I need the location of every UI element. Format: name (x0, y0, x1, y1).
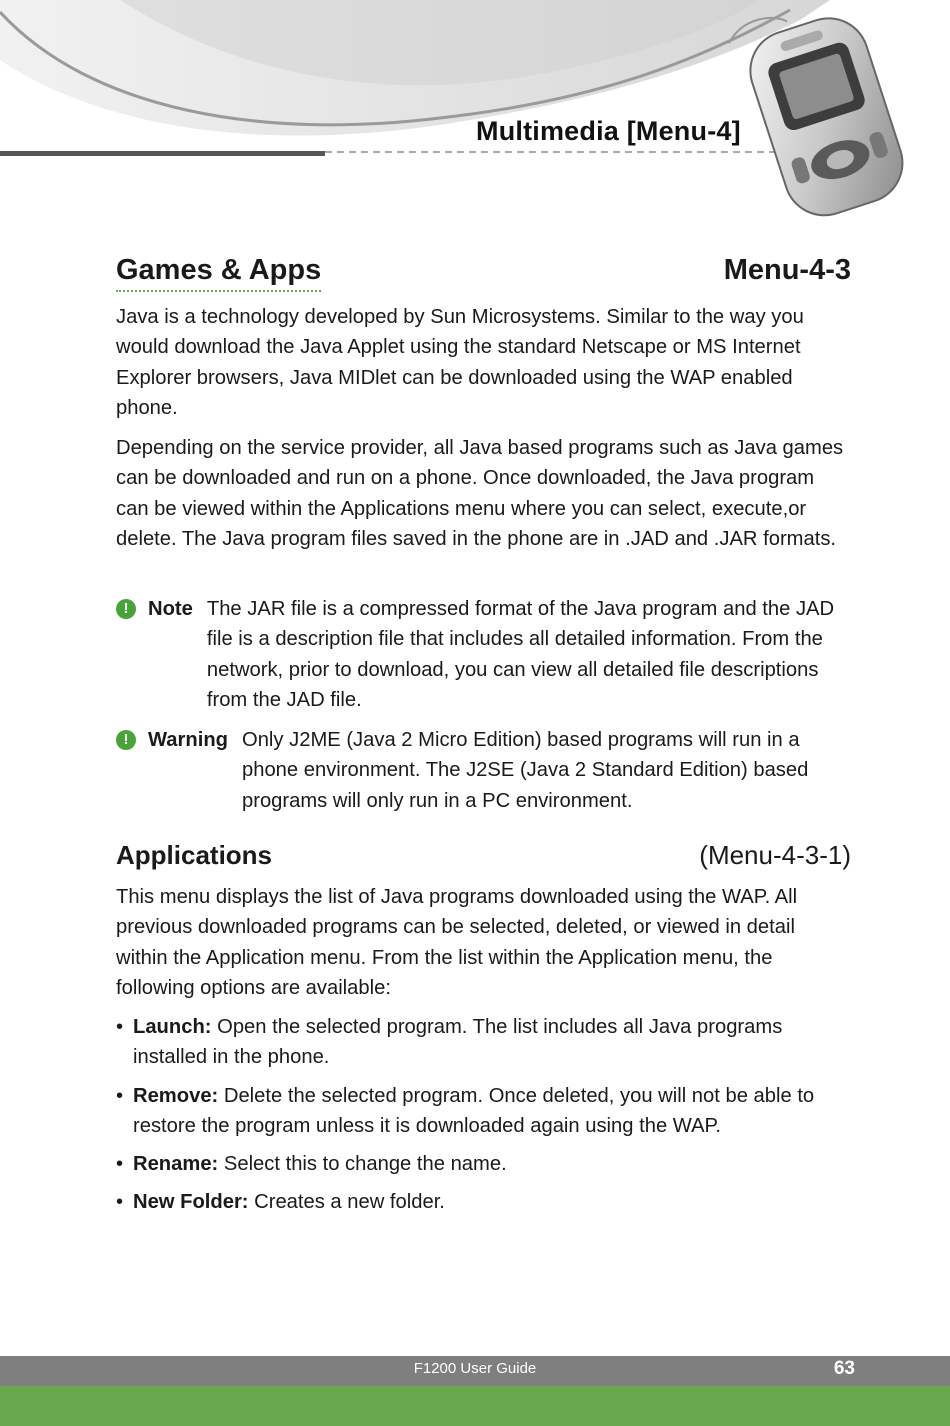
footer-guide-title: F1200 User Guide (413, 1360, 537, 1377)
option-term: New Folder: (133, 1191, 249, 1214)
paragraph-text: Depending on the service provider, all Java based programs such as Java games can be downloaded and run on a phone. Once downloaded, the Java program can be viewed within the Applications menu where you can select, execute,or delete. The Java program files saved in the phone are in .JAD and .JAR formats. (116, 437, 844, 550)
warning-text: Only J2ME (Java 2 Micro Edition) based programs will run in a phone environment. The J2SE (Java 2 Standard Edition) based programs will only run in a PC environment. (242, 729, 809, 812)
header-rule (0, 151, 325, 156)
footer-green-band (0, 1386, 950, 1426)
option-desc: Select this to change the name. (218, 1153, 507, 1176)
option-term: Launch: (133, 1016, 212, 1038)
list-item (116, 1187, 836, 1217)
warning-block (116, 725, 856, 816)
paragraph-text: This menu displays the list of Java programs downloaded using the WAP. All previous downloaded programs can be selected, deleted, or viewed in detail within the Application menu. From the list within the Application menu, the following options are available: (116, 886, 798, 999)
note-label: Note (148, 598, 193, 620)
options-list (116, 1012, 836, 1226)
section-title: Games & Apps (116, 254, 321, 292)
list-item (116, 1081, 836, 1142)
subsection-title: Applications (116, 840, 273, 870)
list-item (116, 1149, 836, 1179)
option-desc: Delete the selected program. Once deleted, you will not be able to restore the program unless it is downloaded again using the WAP. (133, 1084, 815, 1137)
section-heading (116, 254, 851, 292)
chapter-title: Multimedia [Menu-4] (476, 116, 741, 146)
subsection-heading (116, 840, 851, 871)
warning-label: Warning (148, 729, 228, 751)
section-menu-ref: Menu-4-3 (723, 254, 851, 286)
note-block (116, 594, 856, 715)
option-term: Remove: (133, 1084, 219, 1107)
header-artwork (0, 0, 950, 250)
paragraph-text: Java is a technology developed by Sun Microsystems. Similar to the way you would download the Java Applet using the standard Netscape or MS Internet Explorer browsers, Java MIDlet can be downloaded using the WAP enabled phone. (116, 306, 804, 419)
section-paragraph-2 (116, 433, 851, 554)
page-number: 63 (833, 1358, 855, 1379)
list-item (116, 1012, 836, 1073)
option-desc: Open the selected program. The list includes all Java programs installed in the phone. (133, 1016, 783, 1069)
section-paragraph-1 (116, 302, 851, 423)
exclamation-icon: ! (116, 599, 136, 619)
exclamation-icon: ! (116, 730, 136, 750)
option-desc: Creates a new folder. (248, 1191, 445, 1214)
subsection-menu-ref: (Menu-4-3-1) (699, 840, 851, 870)
note-text: The JAR file is a compressed format of the Java program and the JAD file is a description file that includes all detailed information. From the network, prior to download, you can view all detailed file descriptions from the JAD file. (206, 598, 835, 711)
subsection-intro (116, 882, 851, 1003)
option-term: Rename: (133, 1153, 219, 1176)
